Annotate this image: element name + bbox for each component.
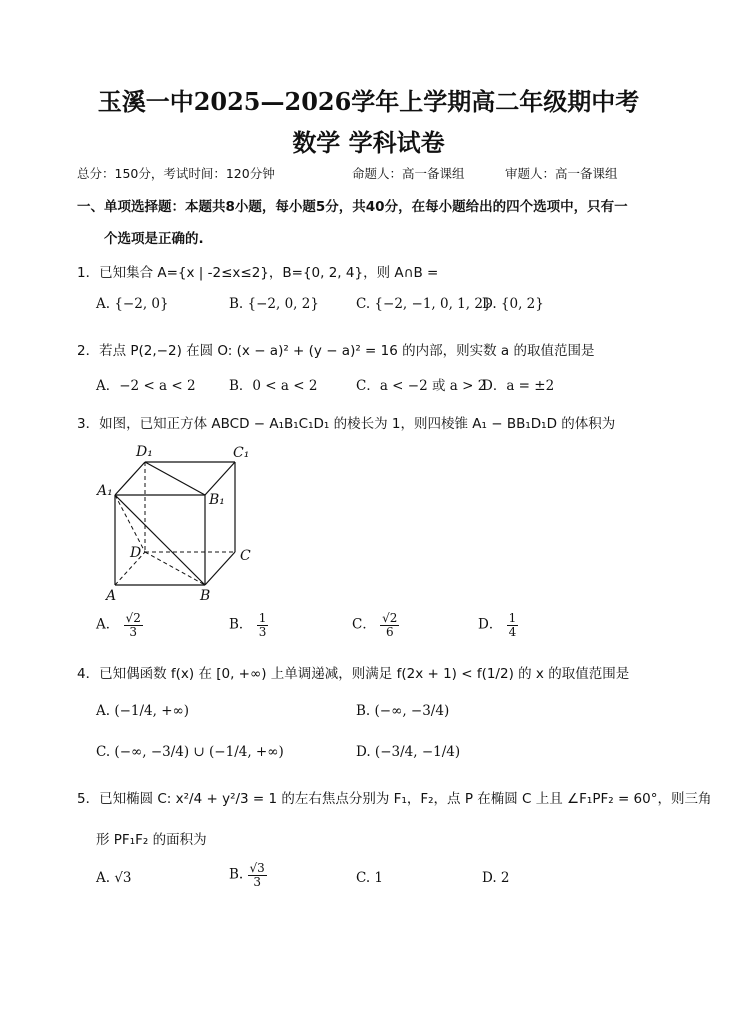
- edge-d1b1: [145, 462, 205, 495]
- section-heading-line1: 一、单项选择题：本题共8小题，每小题5分，共40分，在每小题给出的四个选项中，只有一: [77, 199, 628, 215]
- section-heading-line2: 个选项是正确的.: [104, 231, 204, 247]
- question-2-option-d: D．a = ±2: [482, 378, 555, 394]
- question-5-option-d: D. 2: [482, 870, 510, 886]
- label-a: A: [106, 588, 117, 604]
- label-c1: C₁: [233, 445, 250, 461]
- exam-author: 命题人：高一备课组: [352, 166, 465, 181]
- question-2-option-c: C．a < −2 或 a > 2: [356, 378, 487, 394]
- question-5-option-a: A. √3: [96, 870, 132, 886]
- hidden-edge-a1d: [115, 495, 145, 552]
- question-4-option-a: A. (−1/4, +∞): [96, 703, 190, 719]
- question-1-option-d: D. {0, 2}: [482, 296, 544, 312]
- page-title: 玉溪一中2025—2026学年上学期高二年级期中考: [97, 87, 640, 116]
- question-3-stem: 3．如图，已知正方体 ABCD − A₁B₁C₁D₁ 的棱长为 1，则四棱锥 A₁ − BB₁D₁D 的体积为: [77, 416, 616, 432]
- label-a1: A₁: [97, 483, 113, 499]
- question-1-option-c: C. {−2, −1, 0, 1, 2}: [356, 296, 492, 312]
- question-1-stem: 1．已知集合 A={x | -2≤x≤2}，B={0, 2, 4}，则 A∩B =: [77, 265, 439, 281]
- edge-a1b: [115, 495, 205, 585]
- question-5-option-c: C. 1: [356, 870, 384, 886]
- label-b: B: [200, 588, 211, 604]
- question-2-option-b: B．0 < a < 2: [229, 378, 318, 394]
- question-4-option-d: D. (−3/4, −1/4): [356, 744, 461, 760]
- question-5-stem-cont: 形 PF₁F₂ 的面积为: [96, 832, 207, 848]
- exam-reviewer: 审题人：高一备课组: [505, 166, 618, 181]
- question-2-stem: 2．若点 P(2,−2) 在圆 O: (x − a)² + (y − a)² = 16 的内部，则实数 a 的取值范围是: [77, 343, 595, 359]
- question-2-option-a: A．−2 < a < 2: [96, 378, 196, 394]
- edge-b1c1: [205, 462, 235, 495]
- question-3-option-a: A． $\frac{√2}{3}$: [96, 611, 141, 639]
- question-5-stem: 5．已知椭圆 C: x²/4 + y²/3 = 1 的左右焦点分别为 F₁，F₂，点 P 在椭圆 C 上且 ∠F₁PF₂ = 60°，则三角: [77, 791, 712, 807]
- question-3-option-d: D． $\frac{1}{4}$: [478, 611, 517, 639]
- question-4-stem: 4．已知偶函数 f(x) 在 [0, +∞) 上单调递减，则满足 f(2x + 1) < f(1/2) 的 x 的取值范围是: [77, 666, 630, 682]
- edge-bc: [205, 552, 235, 585]
- question-5-option-b: B. $\frac{√3}{3}$: [229, 861, 265, 889]
- question-1-option-a: A. {−2, 0}: [96, 296, 169, 312]
- label-d: D: [130, 545, 142, 561]
- hidden-edge-db: [145, 552, 205, 585]
- label-c: C: [240, 548, 251, 564]
- cube-figure: [90, 440, 260, 605]
- page-subtitle: 数学 学科试卷: [292, 128, 445, 157]
- question-3-option-b: B． $\frac{1}{3}$: [229, 611, 267, 639]
- question-3-option-c: C． $\frac{√2}{6}$: [352, 611, 398, 639]
- label-d1: D₁: [136, 444, 153, 460]
- question-4-option-c: C. (−∞, −3/4) ∪ (−1/4, +∞): [96, 744, 284, 760]
- exam-score-time: 总分：150分，考试时间：120分钟: [77, 166, 275, 181]
- question-1-option-b: B. {−2, 0, 2}: [229, 296, 319, 312]
- label-b1: B₁: [209, 492, 225, 508]
- edge-a1d1: [115, 462, 145, 495]
- question-4-option-b: B. (−∞, −3/4): [356, 703, 450, 719]
